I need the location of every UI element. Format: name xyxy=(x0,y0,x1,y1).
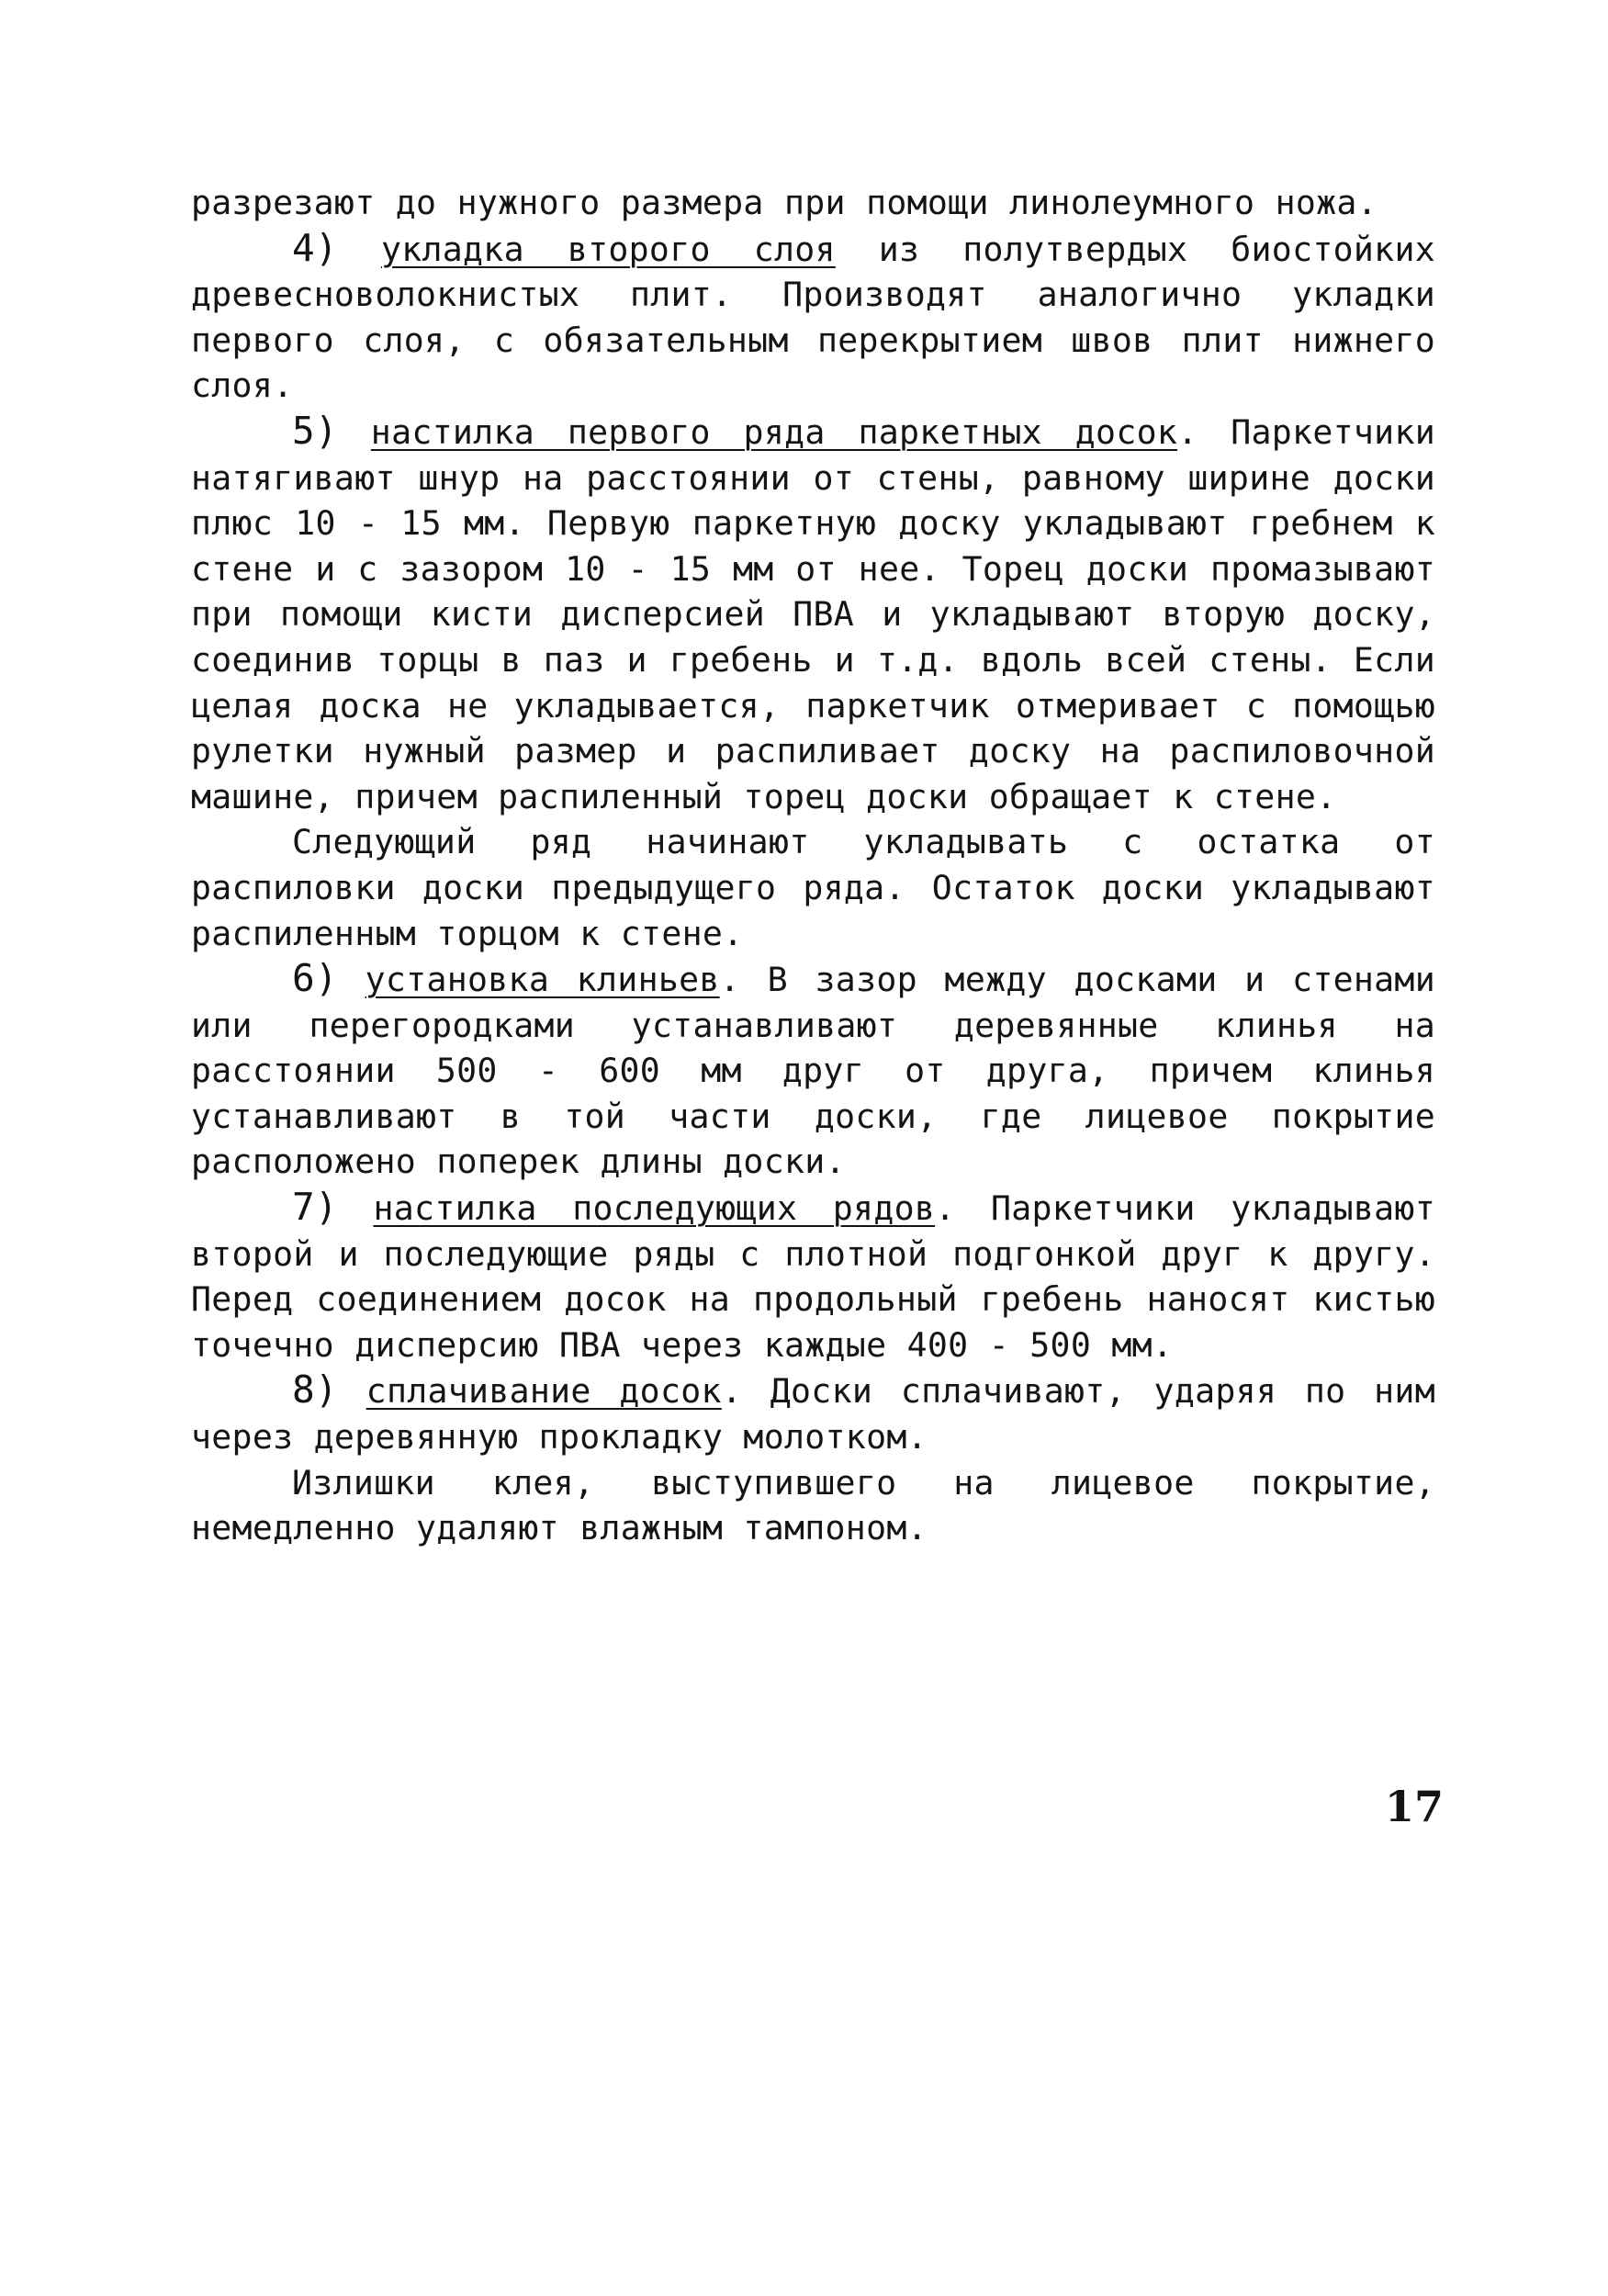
step-text: . В зазор между досками и стенами или перегородками устанавливают деревянные клинья на расстоянии 500 - 600 мм друг от друга, причем клинья устанавливают в той части доски, где лицевое покрытие расположено поперек длины доски. xyxy=(191,960,1435,1182)
step-number: 8) xyxy=(292,1367,338,1412)
step-number: 6) xyxy=(292,956,338,1001)
paragraph-step-5-continued: Следующий ряд начинают укладывать с остатка от распиловки доски предыдущего ряда. Остаток доски укладывают распиленным торцом к стене. xyxy=(191,822,1435,953)
paragraph-step-5 xyxy=(191,409,1435,819)
step-number: 7) xyxy=(292,1185,338,1230)
step-title: укладка второго слоя xyxy=(380,229,836,269)
paragraph-step-4 xyxy=(191,226,1435,409)
page-number: 17 xyxy=(1385,1782,1445,1831)
step-text: . Доски сплачивают, ударяя по ним через деревянную прокладку молотком. xyxy=(191,1371,1435,1458)
step-text: из полутвердых биостойких древесноволокнистых плит. Производят аналогично укладки первого слоя, с обязательным перекрытием швов плит нижнего слоя. xyxy=(191,229,1436,406)
step-title: сплачивание досок xyxy=(365,1371,722,1412)
step-text: . Паркетчики натягивают шнур на расстоянии от стены, равному ширине доски плюс 10 - 15 мм. Первую паркетную доску укладывают гребнем к стене и с зазором 10 - 15 мм от нее. Торец доски промазывают при помощи кисти дисперсией ПВА и укладывают вторую доску, соединив торцы в паз и гребень и т.д. вдоль всей стены. Если целая доска не укладывается, паркетчик отмеривает с помощью рулетки нужный размер и распиливает доску на распиловочной машине, причем распиленный торец доски обращает к стене. xyxy=(191,411,1435,816)
step-number: 5) xyxy=(292,408,338,453)
paragraph-intro: разрезают до нужного размера при помощи линолеумного ножа. xyxy=(191,183,1377,222)
step-text: . Паркетчики укладывают второй и последующие ряды с плотной подгонкой друг к другу. Перед соединением досок на продольный гребень наносят кистью точечно дисперсию ПВА через каждые 400 - 500 мм. xyxy=(191,1188,1435,1365)
body-text xyxy=(191,180,1435,1551)
paragraph-final: Излишки клея, выступившего на лицевое покрытие, немедленно удаляют влажным тампоном. xyxy=(191,1462,1435,1548)
paragraph-step-6 xyxy=(191,956,1435,1185)
step-title: установка клиньев xyxy=(365,960,720,1000)
paragraph-step-7 xyxy=(191,1185,1435,1367)
paragraph-step-8 xyxy=(191,1367,1435,1459)
step-number: 4) xyxy=(292,225,338,270)
step-title: настилка первого ряда паркетных досок xyxy=(370,411,1178,452)
step-title: настилка последующих рядов xyxy=(373,1188,936,1229)
